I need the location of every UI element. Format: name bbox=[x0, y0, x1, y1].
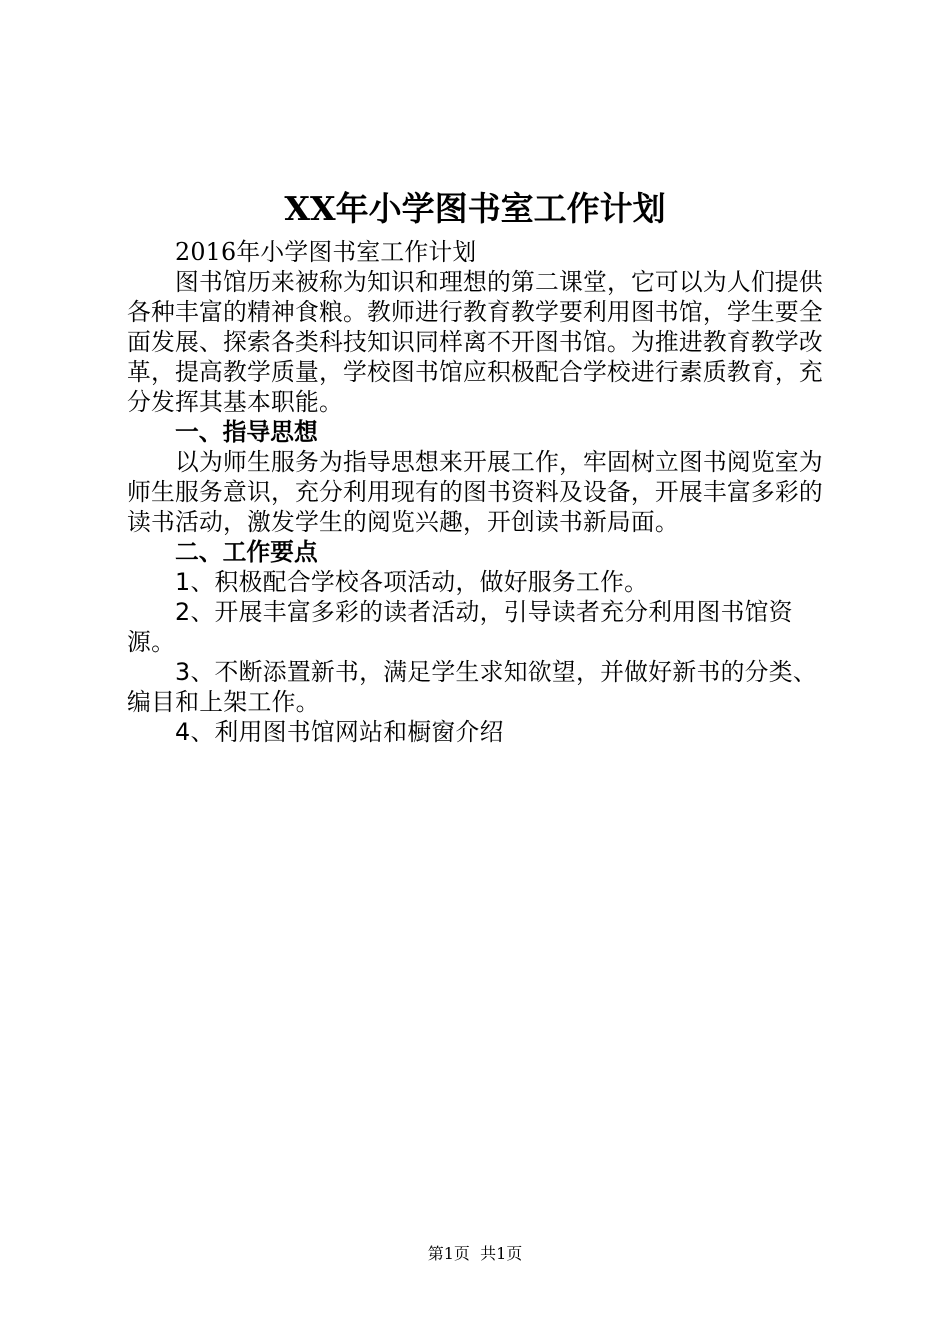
section-heading-work-points: 二、工作要点 bbox=[175, 538, 318, 566]
page-number-footer: 第1页 共1页 bbox=[427, 1244, 523, 1263]
guiding-ideology-paragraph: 以为师生服务为指导思想来开展工作，牢固树立图书阅览室为师生服务意识，充分利用现有的图书资料及设备，开展丰富多彩的读书活动，激发学生的阅览兴趣，开创读书新局面。 bbox=[127, 448, 823, 536]
work-point-2: 2、开展丰富多彩的读者活动，引导读者充分利用图书馆资源。 bbox=[127, 598, 793, 656]
section-heading-guiding-ideology: 一、指导思想 bbox=[175, 418, 318, 446]
work-point-1: 1、积极配合学校各项活动，做好服务工作。 bbox=[175, 568, 649, 596]
document-body bbox=[127, 237, 832, 747]
subtitle-line: 2016年小学图书室工作计划 bbox=[175, 238, 477, 266]
work-point-4: 4、利用图书馆网站和橱窗介绍 bbox=[175, 718, 504, 746]
intro-paragraph: 图书馆历来被称为知识和理想的第二课堂，它可以为人们提供各种丰富的精神食粮。教师进行教育教学要利用图书馆，学生要全面发展、探索各类科技知识同样离不开图书馆。为推进教育教学改革，提高教学质量，学校图书馆应积极配合学校进行素质教育，充分发挥其基本职能。 bbox=[127, 268, 823, 416]
work-point-3: 3、不断添置新书，满足学生求知欲望，并做好新书的分类、编目和上架工作。 bbox=[127, 658, 817, 716]
document-title: XX年小学图书室工作计划 bbox=[284, 189, 666, 228]
